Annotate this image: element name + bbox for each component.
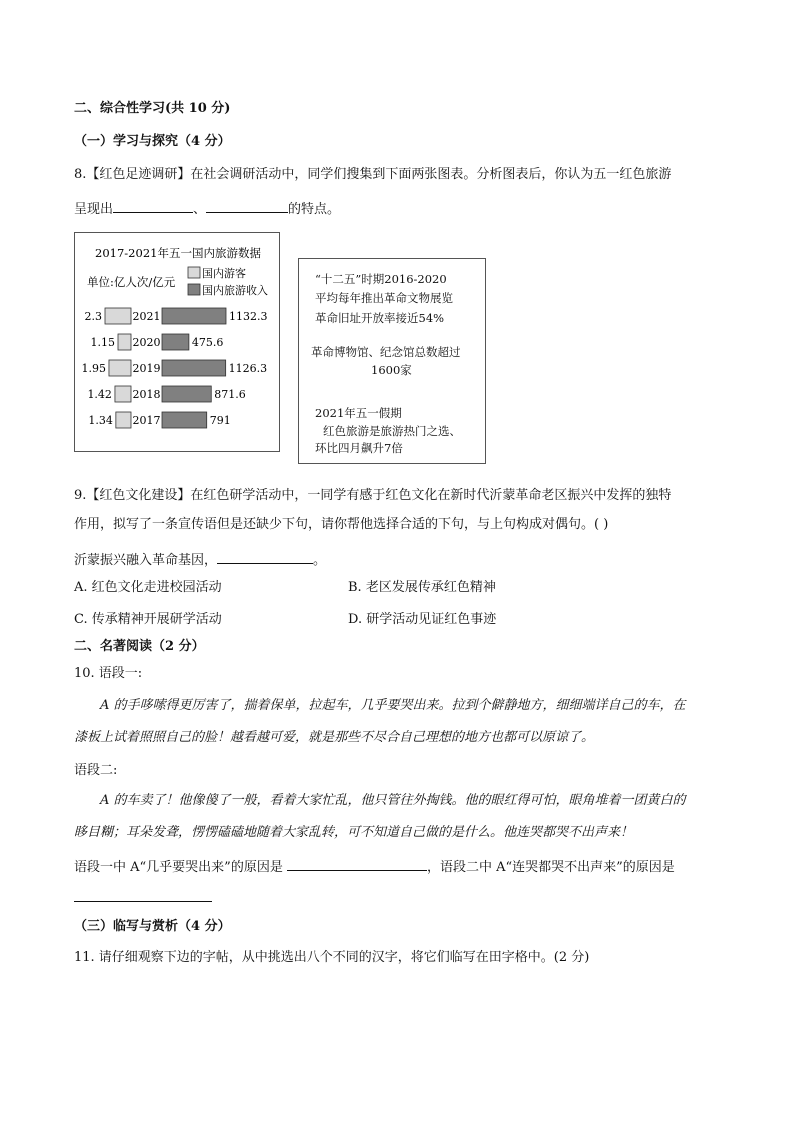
q9-line1: 9.【红色文化建设】在红色研学活动中，一同学有感于红色文化在新时代沂蒙革命老区振兴中发挥的独特 [74, 488, 672, 503]
q8-separator: 、 [193, 202, 207, 217]
value-label-visitors-2020: 1.15 [90, 336, 115, 349]
q9-line3 [74, 549, 326, 570]
q11-text: 11. 请仔细观察下边的字帖，从中挑选出八个不同的汉字，将它们临写在田字格中。(2 分) [74, 950, 590, 965]
info-line-4: 革命博物馆、纪念馆总数超过 [311, 345, 461, 359]
category-label-2020: 2020 [132, 336, 161, 349]
bar-revenue-2019 [162, 360, 226, 376]
q8-suffix: 的特点。 [288, 202, 341, 217]
q9-option-a[interactable]: A. 红色文化走进校园活动 [74, 580, 222, 595]
q8-line1: 8.【红色足迹调研】在社会调研活动中，同学们搜集到下面两张图表。分析图表后，你认为五一红色旅游 [74, 167, 672, 182]
bar-revenue-2021 [162, 308, 226, 324]
q8-prefix: 呈现出 [74, 202, 114, 217]
legend-swatch-visitors [188, 267, 200, 278]
info-line-8: 环比四月飙升7倍 [315, 441, 403, 455]
q10-passage1-line2: 漆板上试着照照自己的脸！越看越可爱，就是那些不尽合自己理想的地方也都可以原谅了。 [74, 730, 595, 745]
category-label-2019: 2019 [132, 362, 161, 375]
legend-label-visitors: 国内游客 [202, 267, 246, 280]
bar-visitors-2019 [109, 360, 131, 376]
q9-line2: 作用，拟写了一条宣传语但是还缺少下句，请你帮他选择合适的下句，与上句构成对偶句。( ) [74, 517, 609, 532]
info-line-6: 2021年五一假期 [315, 406, 402, 420]
value-label-revenue-2017: 791 [209, 414, 231, 427]
subsection-3-title: （三）临写与赏析（4 分） [74, 919, 231, 934]
value-label-revenue-2018: 871.6 [214, 388, 246, 401]
value-label-visitors-2019: 1.95 [81, 362, 106, 375]
section-reading-title: 二、名著阅读（2 分） [74, 639, 205, 654]
q9-option-b[interactable]: B. 老区发展传承红色精神 [348, 580, 496, 595]
q8-line2 [74, 198, 340, 219]
q10-passage2-line1: A 的车卖了！他像傻了一般，看着大家忙乱，他只管往外掏钱。他的眼红得可怕，眼角堆着一团黄白的 [100, 793, 686, 808]
bar-revenue-2020 [162, 334, 189, 350]
q10-answer-blank-1[interactable] [287, 856, 427, 871]
chart-unit-label: 单位:亿人次/亿元 [87, 275, 176, 289]
info-line-5: 1600家 [371, 363, 412, 377]
bar-visitors-2018 [115, 386, 131, 402]
value-label-revenue-2019: 1126.3 [228, 362, 268, 375]
value-label-visitors-2017: 1.34 [88, 414, 113, 427]
subsection-1-title: （一）学习与探究（4 分） [74, 134, 231, 149]
q10-label: 10. 语段一: [74, 666, 143, 681]
value-label-visitors-2018: 1.42 [87, 388, 112, 401]
value-label-revenue-2020: 475.6 [191, 336, 224, 349]
category-label-2018: 2018 [132, 388, 161, 401]
chart-title: 2017-2021年五一国内旅游数据 [95, 246, 261, 260]
q10-passage1-line1: A 的手哆嗦得更厉害了，揣着保单，拉起车，几乎要哭出来。拉到个僻静地方，细细端详自己的车，在 [100, 698, 686, 713]
value-label-revenue-2021: 1132.3 [229, 310, 268, 323]
category-label-2021: 2021 [132, 310, 161, 323]
q9-answer-blank[interactable] [217, 549, 313, 564]
info-line-7: 红色旅游是旅游热门之选、 [323, 424, 461, 438]
section-2-title: 二、综合性学习(共 10 分) [74, 101, 231, 116]
tourism-chart-svg [75, 233, 281, 453]
category-label-2017: 2017 [132, 414, 161, 427]
legend-swatch-revenue [188, 284, 200, 295]
bar-visitors-2017 [116, 412, 131, 428]
bar-revenue-2017 [162, 412, 207, 428]
legend-label-revenue: 国内旅游收入 [202, 284, 268, 297]
q8-answer-blank-2[interactable] [206, 198, 288, 213]
info-line-1: “十二五”时期2016-2020 [315, 272, 447, 286]
q10-answer-blank-2[interactable] [74, 901, 212, 902]
q9-option-c[interactable]: C. 传承精神开展研学活动 [74, 612, 222, 627]
q10-question [74, 856, 675, 877]
q10-passage2-line2: 眵目糊；耳朵发聋，愣愣磕磕地随着大家乱转，可不知道自己做的是什么。他连哭都哭不出声来！ [74, 825, 634, 840]
q9-option-d[interactable]: D. 研学活动见证红色事迹 [348, 612, 497, 627]
bar-revenue-2018 [162, 386, 211, 402]
q9-suffix: 。 [313, 553, 327, 568]
bar-visitors-2021 [105, 308, 131, 324]
q8-answer-blank-1[interactable] [113, 198, 193, 213]
q10-label2: 语段二: [74, 763, 118, 778]
q9-prefix: 沂蒙振兴融入革命基因， [74, 553, 218, 568]
info-line-3: 革命旧址开放率接近54% [315, 311, 445, 325]
info-line-2: 平均每年推出革命文物展览 [315, 291, 453, 305]
bar-visitors-2020 [118, 334, 131, 350]
tourism-chart [74, 232, 280, 452]
red-tourism-info-box [298, 258, 486, 464]
q10-question-a: 语段一中 A“几乎要哭出来”的原因是 [74, 860, 283, 875]
value-label-visitors-2021: 2.3 [84, 310, 102, 323]
q10-question-b: ，语段二中 A“连哭都哭不出声来”的原因是 [426, 860, 675, 875]
